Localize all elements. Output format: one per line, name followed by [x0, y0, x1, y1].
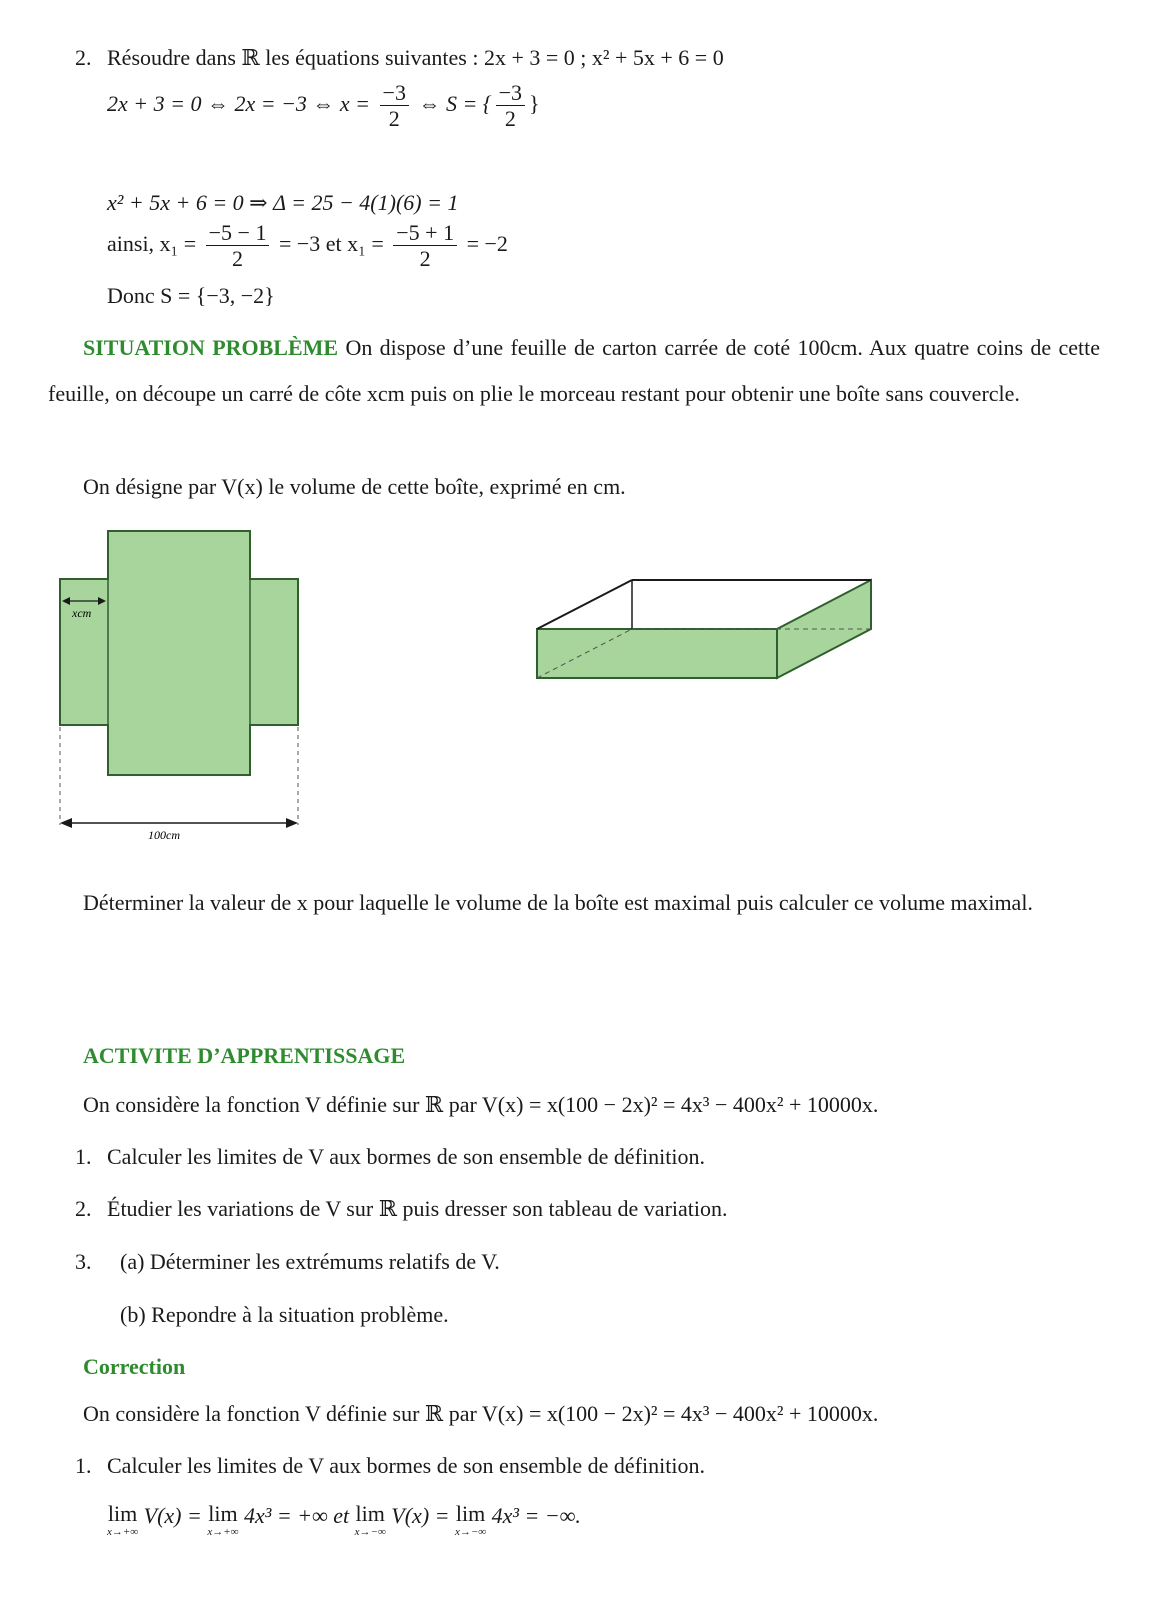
q2-fraction: $\frac{-3}{2}$: [380, 80, 409, 132]
situation-line2: On désigne par V(x) le volume de cette boîte, exprimé en cm.: [83, 474, 626, 499]
situation-question: Déterminer la valeur de x pour laquelle le volume de la boîte est maximal puis calculer ce volume maximal.: [83, 890, 1033, 915]
box-front-face: [537, 629, 777, 678]
q2-fraction-set: $\frac{-3}{2}$: [496, 80, 525, 132]
limit-plus-inf-2: lim x→+∞: [207, 1501, 239, 1538]
limit-expr-2: 4x³ = +∞ et: [244, 1503, 350, 1528]
correction-limits: [107, 1503, 581, 1538]
q2-number: 2.: [75, 45, 92, 70]
q2-fraction-x1: $\frac{-5 - 1}{2}$: [206, 220, 270, 272]
limit-expr-4: 4x³ = −∞.: [491, 1503, 581, 1528]
limit-minus-inf-2: lim x→−∞: [455, 1501, 487, 1538]
q2-line3-a: ainsi, x₁ =: [107, 230, 197, 256]
side-label: 100cm: [148, 828, 180, 842]
q2-statement: Résoudre dans ℝ les équations suivantes : 2x + 3 = 0 ; x² + 5x + 6 = 0: [107, 45, 724, 70]
activite-intro: On considère la fonction V définie sur ℝ par V(x) = x(100 − 2x)² = 4x³ − 400x² + 10000x.: [83, 1092, 879, 1117]
q2-line4: Donc S = {−3, −2}: [107, 283, 275, 308]
q2-fraction-x2: $\frac{-5 + 1}{2}$: [393, 220, 457, 272]
limit-plus-inf-1: lim x→+∞: [107, 1501, 139, 1538]
open-box-figure: [530, 570, 880, 685]
q2-line1: [107, 80, 540, 132]
activite-item-3a: (a) Déterminer les extrémums relatifs de V.: [120, 1249, 500, 1274]
activite-item-1: Calculer les limites de V aux bormes de son ensemble de définition.: [107, 1144, 705, 1169]
situation-paragraph: [48, 325, 1100, 417]
correction-item-1-num: 1.: [75, 1453, 92, 1478]
correction-intro: On considère la fonction V définie sur ℝ par V(x) = x(100 − 2x)² = 4x³ − 400x² + 10000x.: [83, 1401, 879, 1426]
limit-minus-inf-1: lim x→−∞: [354, 1501, 386, 1538]
activite-item-3b: (b) Repondre à la situation problème.: [120, 1302, 449, 1327]
q2-line1-b: ⇔ S = {: [418, 90, 492, 116]
activite-item-2-num: 2.: [75, 1196, 92, 1221]
activite-item-3-num: 3.: [75, 1249, 92, 1274]
activite-item-2: Étudier les variations de V sur ℝ puis dresser son tableau de variation.: [107, 1196, 728, 1221]
limit-expr-1: V(x) =: [143, 1503, 202, 1528]
q2-line1-c: }: [529, 90, 540, 116]
carton-net-shape: [60, 531, 298, 775]
x-label: xcm: [72, 606, 92, 620]
correction-heading: Correction: [83, 1354, 186, 1379]
situation-text: On dispose d’une feuille de carton carrée de coté 100cm. Aux quatre coins de cette feuille, on découpe un carré de côte xcm puis on plie le morceau restant pour obtenir une boîte sans couvercle.: [48, 335, 1100, 406]
limit-expr-3: V(x) =: [391, 1503, 450, 1528]
carton-net-figure: [50, 525, 320, 855]
q2-line3: [107, 220, 508, 272]
activite-heading: ACTIVITE D’APPRENTISSAGE: [83, 1043, 406, 1068]
q2-line3-b: = −3 et x₁ =: [278, 230, 384, 256]
q2-line1-a: 2x + 3 = 0 ⇔ 2x = −3 ⇔ x =: [107, 90, 371, 116]
correction-item-1: Calculer les limites de V aux bormes de son ensemble de définition.: [107, 1453, 705, 1478]
q2-line3-c: = −2: [466, 230, 508, 256]
activite-item-1-num: 1.: [75, 1144, 92, 1169]
q2-line2: x² + 5x + 6 = 0 ⇒ Δ = 25 − 4(1)(6) = 1: [107, 190, 459, 215]
situation-heading: SITUATION PROBLÈME: [83, 335, 339, 360]
